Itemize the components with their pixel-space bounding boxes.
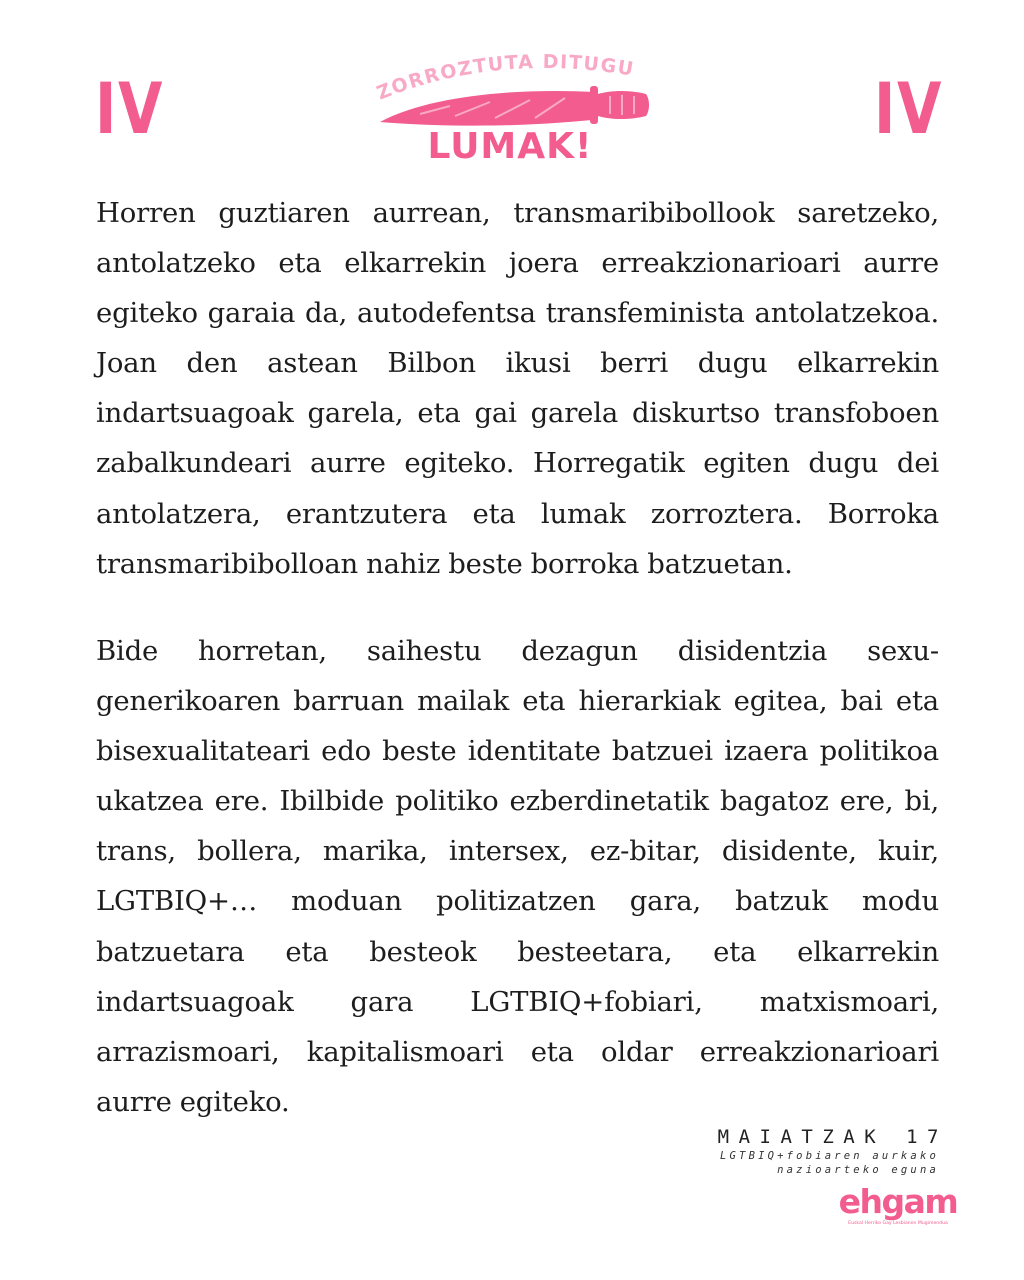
- footer: [717, 1125, 948, 1177]
- logo-main-text: LUMAK!: [427, 126, 593, 167]
- footer-date: MAIATZAK 17: [717, 1126, 948, 1148]
- left-roman-numeral: IV: [95, 68, 165, 150]
- footer-subtitle-line-2: nazioarteko eguna: [777, 1164, 939, 1176]
- logo-top-text: ZORROZTUTA DITUGU: [373, 50, 637, 105]
- ehgam-logo: [838, 1182, 958, 1227]
- footer-subtitle-line-1: LGTBIQ+fobiaren aurkako: [720, 1150, 939, 1162]
- body-paragraph-1: Horren guztiaren aurrean, transmaribibollook saretzeko, antolatzeko eta elkarrekin joera erreakzionarioari aurre egiteko garaia da, autodefentsa transfeminista antolatzekoa. Joan den astean Bilbon ikusi berri dugu elkarrekin indartsuagoak garela, eta gai garela diskurtso transfoboen zabalkundeari aurre egiteko. Horregatik egiten dugu dei antolatzera, erantzutera eta lumak zorroztera. Borroka transmaribibolloan nahiz beste borroka batzuetan.: [96, 197, 939, 580]
- right-roman-numeral: IV: [874, 68, 944, 150]
- feather-knife-icon: [380, 86, 649, 126]
- body-paragraph-2: Bide horretan, saihestu dezagun disidentzia sexu-generikoaren barruan mailak eta hierarkiak egitea, bai eta bisexualitateari edo beste identitate batzuei izaera politikoa ukatzea ere. Ibilbide politiko ezberdinetatik bagatoz ere, bi, trans, bollera, marika, intersex, ez-bitar, disidente, kuir, LGTBIQ+… moduan politizatzen gara, batzuk modu batzuetara eta besteok besteetara, eta elkarrekin indartsuagoak gara LGTBIQ+fobiari, matxismoari, arrazismoari, kapitalismoari eta oldar erreakzionarioari aurre egiteko.: [96, 635, 939, 1118]
- ehgam-tagline: Euskal Herriko Gay Lesbianen Mugimendua: [848, 1221, 948, 1226]
- zorroztuta-lumak-logo: [360, 40, 660, 170]
- ehgam-wordmark: ehgam: [838, 1182, 958, 1221]
